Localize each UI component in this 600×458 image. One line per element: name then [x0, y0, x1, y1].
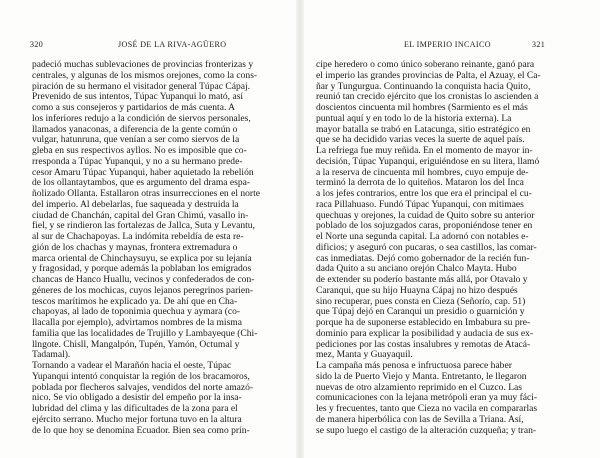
text-line: Tadamal). [32, 349, 71, 361]
text-line: raca Pillahuaso. Fundó Túpac Yupanqui, con mitimaes [316, 198, 524, 210]
text-line: cesor Amaru Túpac Yupanqui, haber aquietado la rebelión [32, 166, 254, 178]
left-page-body [32, 60, 272, 436]
text-line: el Norte una segunda capital. La adornó con notables e- [316, 231, 529, 242]
text-line: terminó la derrota de lo quiteños. Mataron los del Inca [316, 177, 524, 189]
text-line: ciudad de Chanchán, capital del Gran Chimú, vasallo in- [32, 209, 249, 221]
text-line: ejército serrano. Mucho mejor fortuna tuvo en la altura [32, 413, 242, 425]
text-line: a los jefes contrarios, entre los que era el principal el cu- [316, 188, 532, 199]
text-line: La campaña más penosa e infructuosa parece haber [316, 360, 512, 371]
text-line: Prevenido de sus intentos, Túpac Yupanqui lo mató, así [32, 91, 244, 103]
text-line: mayor batalla se trabó en Latacunga, sitio estratégico en [316, 123, 531, 135]
text-line: mez, Manta y Guayaquil. [316, 349, 413, 361]
text-line: vulgar, hatunruna, que venían a ser como siervos de la [32, 134, 240, 146]
text-line: familia que las localidades de Trujillo y Lambayeque (Chi- [32, 327, 258, 339]
text-line: decisión, Túpac Yupanqui, eriguiéndose en su litera, llamó [316, 155, 540, 167]
text-line: tescos marítimos he explicado ya. De ahí que en Cha- [32, 295, 238, 307]
book-gutter [296, 0, 304, 458]
text-line: de manera hiperbólica con las de Sevilla a Triana. Así, [316, 413, 524, 425]
text-line: La refriega fue muy reñida. En el momento de mayor in- [316, 145, 533, 156]
text-line: dominio para explicar la posibilidad y audacia de sus ex- [316, 327, 534, 339]
text-line: doscientos cincuenta mil hombres (Sarmiento es el más [316, 102, 528, 113]
page-number-right: 321 [532, 40, 546, 49]
text-line: comunicaciones con la lejana metrópoli eran ya muy fáci- [316, 392, 538, 404]
text-line: como a sus consejeros y partidarios de más cuenta. A [32, 102, 236, 113]
text-line: porque ha de suponerse establecido en Imbabura su pre- [316, 317, 531, 328]
text-line: marca oriental de Chinchaysuyu, se explica por su lejanía [32, 252, 252, 264]
text-line: géneres de los mochicas, cuyos lejanos peregrinos parien- [32, 284, 254, 296]
text-line: puntual aquí y en todo lo de la historia externa). La [316, 112, 512, 124]
text-line: nuevas de otro alzamiento reprimido en el Cuzco. Las [316, 381, 522, 393]
text-line: llamados yanaconas, a diferencia de la gente común o [32, 123, 238, 135]
text-line: quechuas y orejones, la cuidad de Quito sobre su anterior [316, 209, 535, 221]
right-page [304, 0, 600, 458]
text-line: Caranqui, que su hijo Huayna Cápaj no hizo después [316, 284, 518, 296]
text-line: sido la de Puerto Viejo y Manta. Entretanto, le llegaron [316, 370, 527, 382]
text-line: gión de los chachas y maynas, frontera extremadura o [32, 241, 238, 253]
page-number-left: 320 [30, 40, 44, 49]
text-line: cas inmediatas. Dejó como gobernador de la recién fun- [316, 252, 530, 264]
text-line: al sur de Chachapoyas. La indómita rebeldía de esta re- [32, 231, 244, 242]
text-line: padeció muchas sublevaciones de provincias fronterizas y [32, 59, 254, 70]
text-line: gleba en sus respectivos ayllos. No es imposible que co- [32, 145, 247, 156]
text-line: del imperio. Al debelarlas, fue saqueada y destruida la [32, 198, 239, 210]
text-line: reunió tan crecido ejército que los cronistas lo ascienden a [316, 91, 539, 103]
text-line: chapoyas, al lado de toponimia quechua y aymara (co- [32, 306, 241, 318]
text-line: lubridad del clima y las dificultades de la zona para el [32, 403, 238, 414]
text-line: de los ollantaytambos, que es argumento del drama espa- [32, 177, 251, 189]
text-line: que Túpaj dejó en Caranqui un presidio o guarnición y [316, 306, 525, 318]
text-line: dificios; y aseguró con pucaras, o sea castillos, las comar- [316, 241, 537, 253]
left-page [0, 0, 296, 458]
text-line: fiel, y se rindieron las fortalezas de Jallca, Suta y Levantu, [32, 220, 255, 232]
text-line: llngote. Chisll, Mangalpón, Tupén, Yamón, Octumal y [32, 338, 240, 350]
text-line: el imperio las grandes provincias de Palta, el Azuay, el Ca- [316, 69, 541, 81]
text-line: piración de su hermano el visitador general Túpac Cápaj. [32, 80, 250, 92]
running-head-left: JOSÉ DE LA RIVA-AGÜERO [118, 40, 227, 49]
text-line: les y frecuentes, tanto que Cieza no vacila en compararlas [316, 403, 538, 414]
text-line: de lo que hoy se denomina Ecuador. Bien sea como prín- [32, 424, 250, 436]
text-line: chancas de Hanco Huallu, vecinos y confederados de con- [32, 274, 255, 285]
text-line: llacalla por ejemplo), advirtamos nombres de la misma [32, 317, 242, 328]
text-line: se supo luego el castigo de la alteración cuzqueña; y tran- [316, 424, 537, 436]
text-line: dada Quito a su anciano orejón Chalco Mayta. Hubo [316, 263, 517, 275]
text-line: los inferiores redujo a la condición de siervos personales, [32, 112, 251, 124]
right-page-body [316, 60, 566, 436]
text-line: nico. Se vio obligado a desistir del empeño por la insa- [32, 392, 242, 404]
text-line: ñolizado Ollanta. Estallaron otras insurrecciones en el norte [32, 188, 260, 199]
text-line: sino recuperar, pues consta en Cieza (Señorío, cap. 51) [316, 295, 526, 307]
text-line: rresponda a Túpac Yupanqui, y no a su hermano prede- [32, 155, 243, 167]
text-line: poblada por flecheros salvajes, vendidos del norte amazó- [32, 381, 254, 393]
text-line: centrales, y algunas de los mismos orejones, como la cons- [32, 69, 258, 81]
text-line: poblado de los sojuzgados caras, proponiéndose tener en [316, 220, 533, 232]
text-line: a la reserva de cincuenta mil hombres, cuyo empuje de- [316, 166, 529, 178]
text-line: Yupanqui intentó conquistar la región de los bracamoros, [32, 370, 250, 382]
running-head-right: EL IMPERIO INCAICO [404, 40, 491, 49]
text-line: Tornando a vadear el Marañón hacia el oeste, Túpac [32, 360, 232, 371]
text-line: cipe heredero o como único soberano reinante, ganó para [316, 59, 535, 70]
text-line: pediciones por las costas insalubres y remotas de Atacá- [316, 338, 531, 350]
text-line: ñar y Tungurgua. Continuando la conquista hacia Quito, [316, 80, 531, 92]
text-line: de extender su poderío bastante más allá, por Otavalo y [316, 274, 528, 285]
text-line: que se ha decidido varias veces la suerte de aquel país. [316, 134, 525, 146]
text-line: y fragosidad, y porque además la poblaban los emigrados [32, 263, 252, 275]
